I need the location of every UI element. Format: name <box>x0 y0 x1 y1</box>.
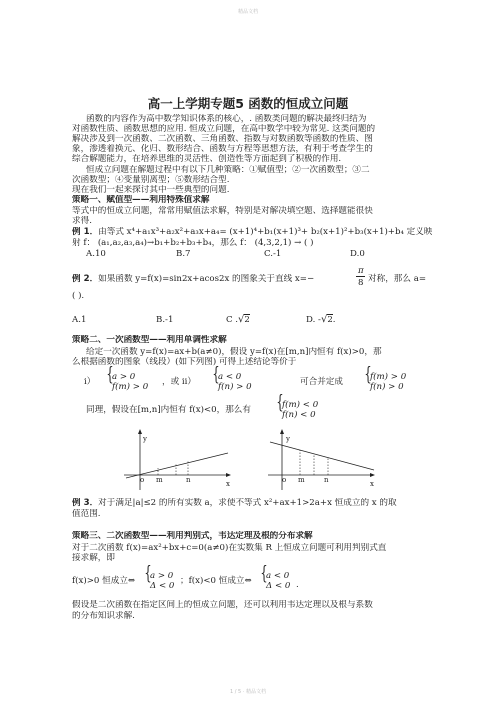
intro-line: 对函数性质、函数思想的应用. 恒成立问题，在高中数学中较为常见. 这类问题的 <box>72 124 376 134</box>
condition-negative: ；f(x)<0 恒成立⇔ <box>180 576 252 586</box>
option-a: A.10 <box>86 249 106 259</box>
section-text: 么根据函数的图象（线段）(如下列图) 可得上述结论等价于 <box>72 357 297 367</box>
fraction-denominator: 8 <box>358 278 364 288</box>
example-label: 例 2． <box>72 274 99 284</box>
x-axis-arrow <box>226 473 231 477</box>
graph-label-y: y <box>143 435 147 443</box>
section-text: 同理，假设在[m,n]内恒有 f(x)<0，那么有 <box>86 405 251 415</box>
condition-positive: f(x)>0 恒成立⇔ <box>72 576 136 586</box>
equivalence-text: 可合并定成 <box>300 377 343 387</box>
intro-line: 象，渗透着换元、化归、数形结合、函数与方程等思想方法，有利于考查学生的 <box>72 144 373 154</box>
example-text: 射 f： (a₁,a₂,a₃,a₄)→b₁+b₂+b₃+b₄，那么 f： (4,3,2,1) → ( ) <box>72 238 314 248</box>
case-label: i） <box>84 377 96 387</box>
example-3 <box>72 498 432 508</box>
positive-system: { a > 0 Δ < 0 <box>144 571 174 591</box>
option-d: D. -√2. <box>306 314 336 325</box>
example-label: 例 3． <box>72 498 99 508</box>
end-dot: . <box>296 580 299 590</box>
section-text: 对于二次函数 f(x)=ax²+bx+c=0(a≠0)在实数集 R 上恒成立问题可利用判别式直 <box>72 543 387 553</box>
negative-system: { f(m) < 0 f(n) < 0 <box>276 400 318 420</box>
graph-decreasing <box>266 428 378 498</box>
case-system-1: { a > 0 f(m) > 0 <box>106 372 148 392</box>
option-b: B.7 <box>176 249 191 259</box>
footer-watermark: 1 / 5 · 精品文档 <box>230 689 266 695</box>
intro-line: 现在我们一起来探讨其中一些典型的问题. <box>72 185 230 195</box>
intro-line: 解决涉及到一次函数、二次函数、三角函数、指数与对数函数等函数的性质、图 <box>72 134 373 144</box>
merged-system: { f(m) > 0 f(n) > 0 <box>364 372 406 392</box>
function-line <box>270 442 374 470</box>
intro-line: 函数的内容作为高中数学知识体系的核心，. 函数类问题的解决最终归结为 <box>86 114 367 124</box>
answer-blank: ( ). <box>72 291 85 301</box>
example-text: 如果函数 y=f(x)=sin2x+acos2x 的图象关于直线 x=− <box>98 274 315 284</box>
example-1 <box>72 227 432 237</box>
fraction-numerator: π <box>358 266 364 276</box>
section-heading: 策略一、赋值型——利用特殊值求解 <box>72 195 210 205</box>
example-text: 对称，那么 a= <box>368 274 427 284</box>
graph-label-m: m <box>156 476 163 484</box>
graph-label-m: m <box>298 476 305 484</box>
header-watermark: 精品文档 <box>237 9 258 15</box>
y-axis-arrow <box>280 429 284 434</box>
graph-label-n: n <box>186 476 191 484</box>
graph-label-x: x <box>370 480 374 488</box>
negative-system: { a < 0 Δ < 0 <box>260 571 290 591</box>
section-text: 假设是二次函数在指定区间上的恒成立问题，还可以利用韦达定理以及根与系数 <box>72 600 373 610</box>
option-a: A.1 <box>72 315 87 325</box>
section-text: 求得. <box>72 216 92 226</box>
example-text: 由等式 x⁴+a₁x³+a₂x²+a₃x+a₄= (x+1)⁴+b₁(x+1)³+ b₂(x+1)²+b₃(x+1)+b₄ 定义映 <box>98 227 432 237</box>
graph-increasing <box>120 428 232 498</box>
option-d: D.0 <box>350 249 365 259</box>
example-text: 值范围. <box>72 509 101 519</box>
graph-label-x: x <box>226 480 230 488</box>
section-heading: 策略三、二次函数型——利用判别式，韦达定理及根的分布求解 <box>72 531 313 541</box>
option-c: C .√2 <box>226 314 250 325</box>
graph-label-o: o <box>140 476 145 484</box>
graph-label-y: y <box>286 435 290 443</box>
section-heading: 策略二、一次函数型——利用单调性求解 <box>72 335 227 345</box>
section-text: 接求解，即 <box>72 553 115 563</box>
graph-label-n: n <box>324 476 329 484</box>
intro-line: 恒成立问题在解题过程中有以下几种策略：①赋值型；②一次函数型；③二 <box>86 165 370 175</box>
intro-line: 次函数型；④变量别离型；⑤数形结合型. <box>72 175 230 185</box>
example-text: 对于满足|a|≤2 的所有实数 a，求使不等式 x²+ax+1>2a+x 恒成立的 x 的取 <box>98 498 397 508</box>
intro-line: 综合解题能力，在培养思维的灵活性、创造性等方面起到了积极的作用. <box>72 154 342 164</box>
graph-label-o: o <box>282 476 287 484</box>
x-axis-arrow <box>370 473 375 477</box>
option-c: C.-1 <box>264 249 282 259</box>
section-text: 的分布知识求解. <box>72 611 135 621</box>
example-label: 例 1． <box>72 227 99 237</box>
page-title: 高一上学期专题5 函数的恒成立问题 <box>147 96 349 111</box>
option-b: B.-1 <box>156 315 174 325</box>
fraction-bar <box>356 276 365 277</box>
y-axis-arrow <box>138 429 142 434</box>
section-text: 给定一次函数 y=f(x)=ax+b(a≠0)，假设 y=f(x)在[m,n]内恒有 f(x)>0，那 <box>86 347 382 357</box>
case-connector: ，或 ii） <box>162 377 197 387</box>
section-text: 等式中的恒成立问题，常常用赋值法求解，特别是对解决填空题、选择题能很快 <box>72 206 373 216</box>
case-system-2: { a < 0 f(n) > 0 <box>212 372 252 392</box>
